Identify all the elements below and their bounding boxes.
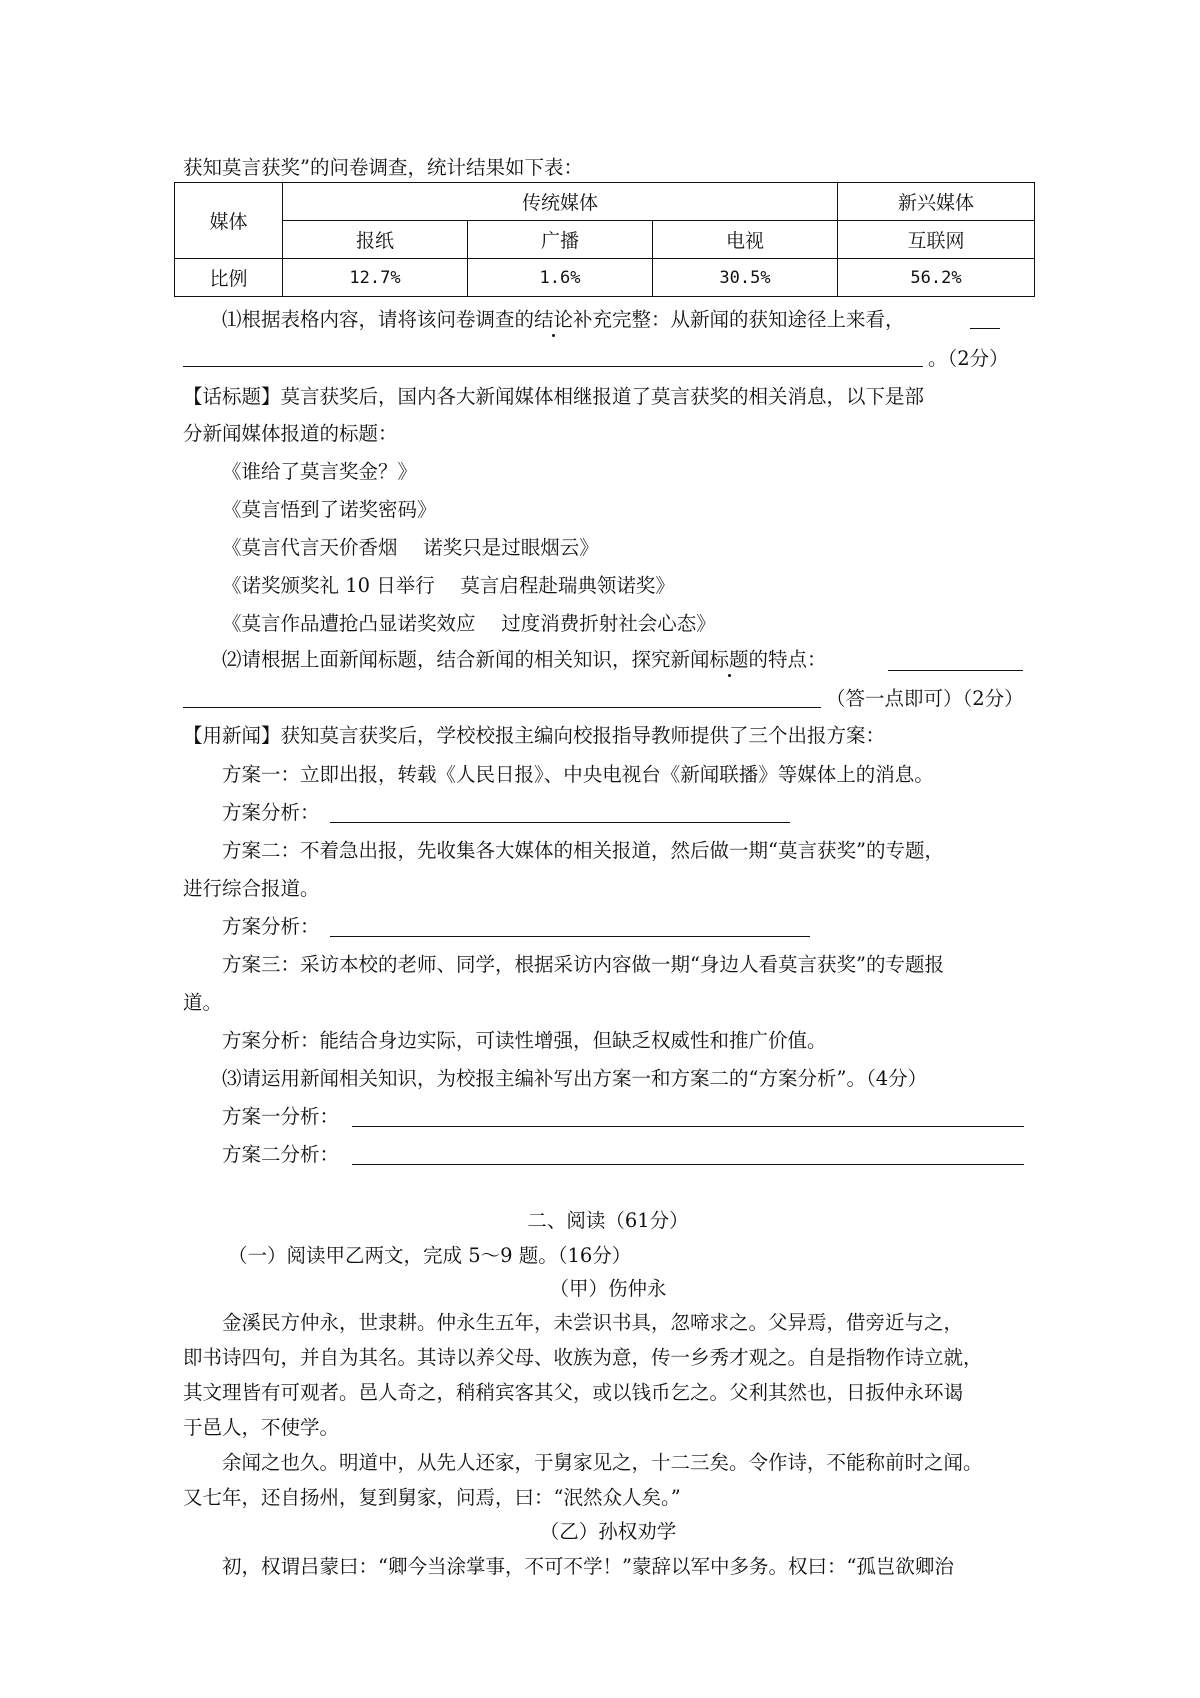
passage-a-line-1: 金溪民方仲永，世隶耕。仲永生五年，未尝识书具，忽啼求之。父异焉，借旁近与之，	[222, 1311, 964, 1334]
column-internet: 互联网	[838, 221, 1035, 259]
plan-1: 方案一：立即出报，转载《人民日报》、中央电视台《新闻联播》等媒体上的消息。	[222, 763, 934, 786]
plan-2-analysis-prompt: 方案二分析：	[222, 1143, 340, 1166]
plan-1-analysis-blank[interactable]	[330, 822, 790, 823]
plan-3-line-2: 道。	[183, 991, 223, 1014]
question-2-score: （答一点即可）（2分）	[826, 687, 1024, 710]
plan-2-line-2: 进行综合报道。	[183, 877, 320, 900]
value-tv: 30.5%	[653, 259, 838, 297]
ratio-header-cell: 比例	[175, 259, 283, 297]
emerging-media-header: 新兴媒体	[838, 183, 1035, 221]
column-newspaper: 报纸	[283, 221, 468, 259]
emphasis-dotted-word: 结论	[534, 308, 574, 331]
passage-b-title: （乙）孙权劝学	[539, 1520, 677, 1543]
traditional-media-header: 传统媒体	[283, 183, 838, 221]
topic-line-1: 【话标题】莫言获奖后，国内各大新闻媒体相继报道了莫言获奖的相关消息，以下是部	[183, 385, 925, 408]
passage-a-line-4: 于邑人，不使学。	[183, 1416, 340, 1439]
passage-a-line-3: 其文理皆有可观者。邑人奇之，稍稍宾客其父，或以钱币乞之。父利其然也，日扳仲永环谒	[183, 1381, 964, 1404]
headline-2: 《莫言悟到了诺奖密码》	[222, 498, 437, 521]
column-tv: 电视	[653, 221, 838, 259]
headline-4: 《诺奖颁奖礼 10 日举行 莫言启程赴瑞典领诺奖》	[222, 574, 675, 597]
plan-2-line-1: 方案二：不着急出报，先收集各大媒体的相关报道，然后做一期“莫言获奖”的专题，	[222, 839, 944, 862]
question-1: ⑴根据表格内容，请将该问卷调查的结论补充完整：从新闻的获知途径上来看，	[222, 308, 905, 331]
answer-blank-2b[interactable]	[183, 707, 821, 708]
emphasis-dotted-word: 标题	[709, 648, 749, 671]
plan-2-analysis-blank[interactable]	[330, 936, 810, 937]
value-newspaper: 12.7%	[283, 259, 468, 297]
reading-part-1: （一）阅读甲乙两文，完成 5～9 题。（16分）	[228, 1244, 632, 1267]
plan-3-line-1: 方案三：采访本校的老师、同学，根据采访内容做一期“身边人看莫言获奖”的专题报	[222, 953, 944, 976]
headline-5: 《莫言作品遭抢凸显诺奖效应 过度消费折射社会心态》	[222, 612, 716, 635]
intro-line: 获知莫言获奖”的问卷调查，统计结果如下表：	[183, 156, 583, 179]
passage-a-title: （甲）伤仲永	[549, 1277, 667, 1300]
headline-3: 《莫言代言天价香烟 诺奖只是过眼烟云》	[222, 536, 599, 559]
plan-1-answer-blank[interactable]	[352, 1126, 1024, 1127]
plan-3-analysis: 方案分析：能结合身边实际，可读性增强，但缺乏权威性和推广价值。	[222, 1029, 827, 1052]
value-radio: 1.6%	[468, 259, 653, 297]
question-3: ⑶请运用新闻相关知识，为校报主编补写出方案一和方案二的“方案分析”。（4分）	[222, 1067, 928, 1090]
answer-blank-2a[interactable]	[888, 670, 1023, 671]
passage-a-line-6: 又七年，还自扬州，复到舅家，问焉，曰：“泯然众人矣。”	[183, 1486, 681, 1509]
media-header-cell: 媒体	[175, 183, 283, 259]
column-radio: 广播	[468, 221, 653, 259]
passage-a-line-5: 余闻之也久。明道中，从先人还家，于舅家见之，十二三矣。令作诗，不能称前时之闻。	[222, 1451, 983, 1474]
plan-1-analysis-prompt: 方案一分析：	[222, 1105, 340, 1128]
value-internet: 56.2%	[838, 259, 1035, 297]
answer-blank-1a[interactable]	[970, 328, 1000, 329]
survey-table	[174, 182, 1035, 297]
section-title-reading: 二、阅读（61分）	[527, 1209, 689, 1232]
plan-2-analysis-label: 方案分析：	[222, 915, 320, 938]
question-2: ⑵请根据上面新闻标题，结合新闻的相关知识，探究新闻标题的特点：	[222, 648, 827, 671]
question-1-score: 。（2分）	[928, 347, 1009, 370]
answer-blank-1b[interactable]	[183, 366, 923, 367]
plan-2-answer-blank[interactable]	[352, 1164, 1024, 1165]
passage-a-line-2: 即书诗四句，并自为其名。其诗以养父母、收族为意，传一乡秀才观之。自是指物作诗立就，	[183, 1346, 983, 1369]
topic-line-2: 分新闻媒体报道的标题：	[183, 422, 398, 445]
headline-1: 《谁给了莫言奖金？》	[222, 460, 418, 483]
plan-1-analysis-label: 方案分析：	[222, 801, 320, 824]
use-news-intro: 【用新闻】获知莫言获奖后，学校校报主编向校报指导教师提供了三个出报方案：	[183, 724, 886, 747]
passage-b-line-1: 初，权谓吕蒙曰：“卿今当涂掌事，不可不学！”蒙辞以军中多务。权曰：“孤岂欲卿治	[222, 1555, 954, 1578]
